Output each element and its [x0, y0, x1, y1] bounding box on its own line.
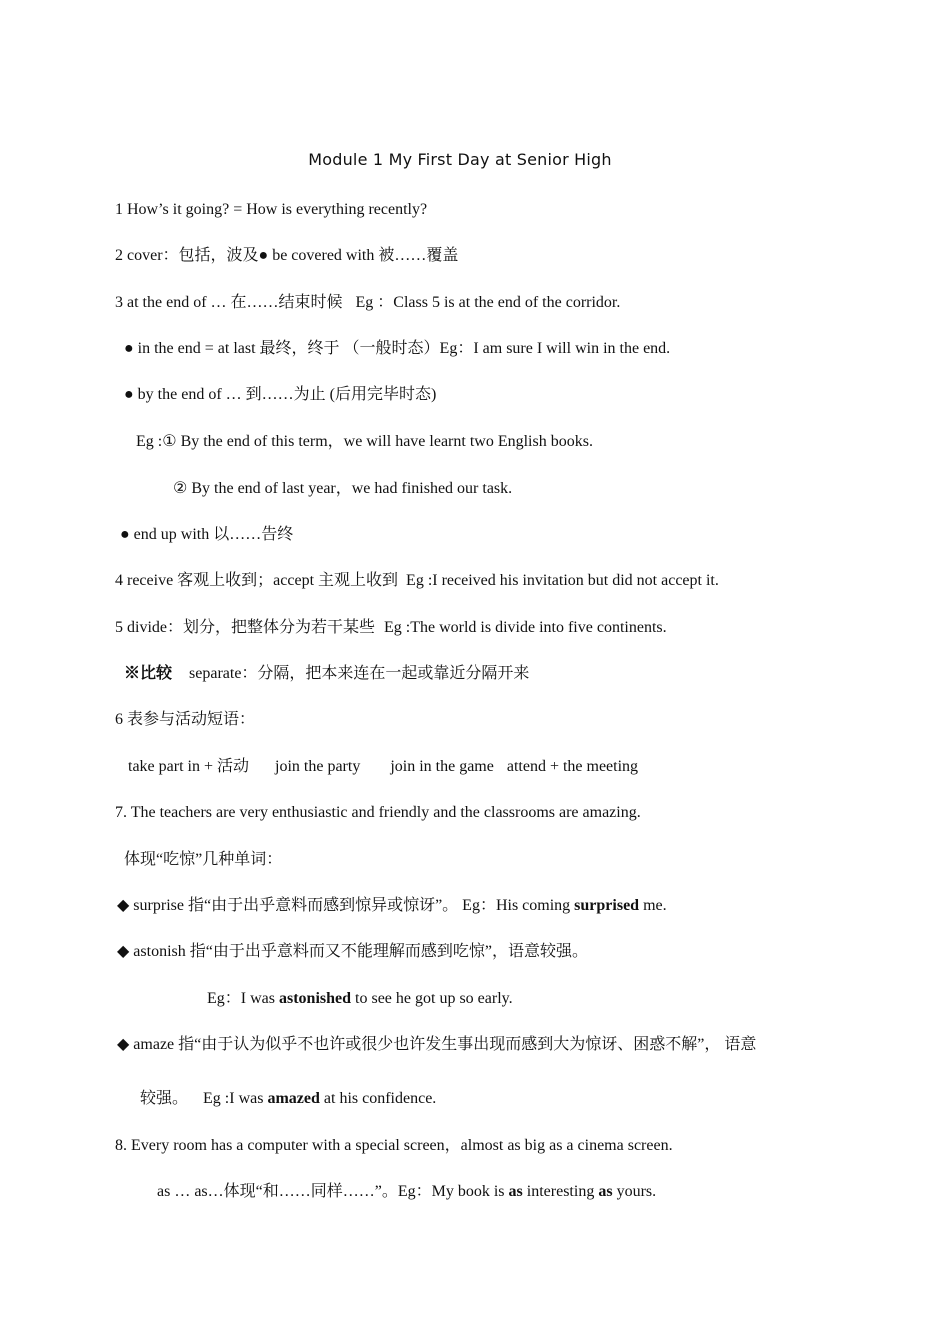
note-6: 6 表参与活动短语： [115, 711, 256, 728]
as-as-text: as … as…体现“和……同样……”。Eg：My book is [157, 1183, 509, 1200]
astonish-keyword: astonished [279, 990, 352, 1007]
note-7-astonish: ◆ astonish 指“由于出乎意料而又不能理解而感到吃惊”，语意较强。 [117, 943, 588, 960]
note-3-end-up-with: ● end up with 以……告终 [120, 526, 294, 543]
compare-label: ※比较 [124, 665, 173, 682]
note-7-surprise [117, 895, 667, 917]
note-5-example: Eg :The world is divide into five continents. [384, 619, 667, 636]
astonish-example-text: Eg：I was [207, 990, 279, 1007]
note-7-astonish-example [207, 988, 513, 1010]
phrase-attend: attend + the meeting [506, 758, 639, 775]
surprise-text: ◆ surprise 指“由于出乎意料而感到惊异或惊讶”。 Eg：His coming [117, 897, 575, 914]
note-8: 8. Every room has a computer with a special screen，almost as big as a cinema screen. [115, 1137, 673, 1154]
as-as-tail: yours. [612, 1183, 657, 1200]
note-5-compare [124, 663, 529, 685]
example-1: Eg :① By the end of this term，we will have learnt two English books. [136, 433, 593, 450]
amaze-keyword: amazed [267, 1090, 320, 1107]
note-6-phrases [128, 756, 638, 778]
note-4 [115, 570, 719, 592]
note-5-definition: 5 divide：划分，把整体分为若干某些 [115, 619, 375, 636]
note-3-by-the-end: ● by the end of … 到……为止 (后用完毕时态) [124, 386, 437, 403]
surprise-tail: me. [639, 897, 667, 914]
page-title: Module 1 My First Day at Senior High [308, 150, 612, 169]
amaze-example-tail: at his confidence. [319, 1090, 437, 1107]
note-1: 1 How’s it going? = How is everything recently? [115, 201, 428, 218]
note-3-phrase: 3 at the end of … 在……结束时候 [115, 294, 343, 311]
note-7-amaze: ◆ amaze 指“由于认为似乎不也许或很少也许发生事出现而感到大为惊讶、困惑不解”， 语意 [117, 1036, 757, 1053]
note-3-example: Eg ：Class 5 is at the end of the corridor. [355, 294, 621, 311]
note-7-amaze-cont [140, 1088, 436, 1110]
note-7-heading: 体现“吃惊”几种单词： [124, 851, 283, 868]
note-3-in-the-end: ● in the end = at last 最终，终于 （一般时态）Eg：I am sure I will win in the end. [124, 340, 671, 357]
note-4-example: Eg :I received his invitation but did not accept it. [406, 572, 719, 589]
note-7: 7. The teachers are very enthusiastic and friendly and the classrooms are amazing. [115, 804, 641, 821]
surprise-keyword: surprised [574, 897, 640, 914]
as-keyword-1: as [508, 1183, 523, 1200]
note-4-definition: 4 receive 客观上收到；accept 主观上收到 [115, 572, 399, 589]
phrase-join-party: join the party [275, 758, 361, 775]
note-3 [115, 292, 620, 314]
compare-text: separate：分隔，把本来连在一起或靠近分隔开来 [189, 665, 530, 682]
phrase-take-part: take part in + 活动 [128, 758, 249, 775]
phrase-join-game: join in the game [390, 758, 494, 775]
amaze-example-text: Eg :I was [203, 1090, 268, 1107]
as-as-middle: interesting [522, 1183, 599, 1200]
note-5 [115, 617, 667, 639]
note-2: 2 cover：包括，波及● be covered with 被……覆盖 [115, 247, 459, 264]
as-keyword-2: as [598, 1183, 613, 1200]
example-2: ② By the end of last year，we had finished our task. [173, 480, 513, 497]
astonish-example-tail: to see he got up so early. [351, 990, 513, 1007]
note-8-as-as [157, 1181, 656, 1203]
amaze-strength: 较强。 [140, 1090, 189, 1107]
